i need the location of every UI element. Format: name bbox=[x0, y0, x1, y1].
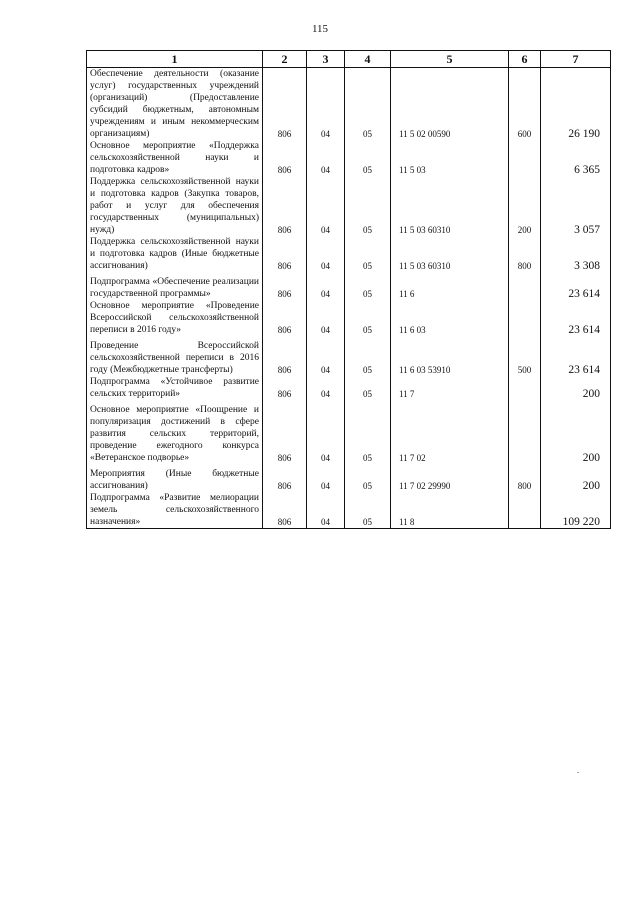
table-row bbox=[87, 400, 611, 464]
row-subsection: 05 bbox=[345, 300, 391, 336]
row-amount: 200 bbox=[541, 464, 611, 492]
table-row bbox=[87, 464, 611, 492]
row-grbs: 806 bbox=[263, 300, 307, 336]
page-number: 115 bbox=[311, 23, 329, 35]
row-subsection: 05 bbox=[345, 176, 391, 236]
row-grbs: 806 bbox=[263, 376, 307, 400]
row-amount: 200 bbox=[541, 400, 611, 464]
row-amount: 23 614 bbox=[541, 336, 611, 376]
row-grbs: 806 bbox=[263, 176, 307, 236]
row-expense-type: 500 bbox=[509, 336, 541, 376]
row-section: 04 bbox=[307, 376, 345, 400]
row-name: Подпрограмма «Обеспечение реализации государственной программы» bbox=[87, 272, 263, 300]
row-expense-type bbox=[509, 400, 541, 464]
row-section: 04 bbox=[307, 492, 345, 529]
row-target-article: 11 7 02 29990 bbox=[391, 464, 509, 492]
row-name: Подпрограмма «Устойчивое развитие сельских территорий» bbox=[87, 376, 263, 400]
row-name: Поддержка сельскохозяйственной науки и подготовка кадров (Закупка товаров, работ и услуг для обеспечения государственных (муниципальных) нужд) bbox=[87, 176, 263, 236]
row-grbs: 806 bbox=[263, 492, 307, 529]
column-header-2: 2 bbox=[263, 51, 307, 68]
row-target-article: 11 5 03 60310 bbox=[391, 176, 509, 236]
header-row bbox=[87, 51, 611, 68]
row-expense-type bbox=[509, 492, 541, 529]
row-amount: 26 190 bbox=[541, 68, 611, 141]
row-expense-type bbox=[509, 376, 541, 400]
row-grbs: 806 bbox=[263, 68, 307, 141]
row-section: 04 bbox=[307, 336, 345, 376]
row-amount: 109 220 bbox=[541, 492, 611, 529]
row-subsection: 05 bbox=[345, 376, 391, 400]
row-subsection: 05 bbox=[345, 492, 391, 529]
row-amount: 3 308 bbox=[541, 236, 611, 272]
corner-mark: . bbox=[577, 766, 579, 775]
row-expense-type: 600 bbox=[509, 68, 541, 141]
budget-table bbox=[86, 50, 611, 529]
row-amount: 23 614 bbox=[541, 300, 611, 336]
table-row bbox=[87, 336, 611, 376]
column-header-7: 7 bbox=[541, 51, 611, 68]
table-row bbox=[87, 176, 611, 236]
row-section: 04 bbox=[307, 68, 345, 141]
column-header-1: 1 bbox=[87, 51, 263, 68]
row-target-article: 11 6 bbox=[391, 272, 509, 300]
row-target-article: 11 7 bbox=[391, 376, 509, 400]
row-expense-type bbox=[509, 140, 541, 176]
row-expense-type: 800 bbox=[509, 236, 541, 272]
row-grbs: 806 bbox=[263, 140, 307, 176]
row-section: 04 bbox=[307, 300, 345, 336]
row-target-article: 11 5 03 bbox=[391, 140, 509, 176]
column-header-5: 5 bbox=[391, 51, 509, 68]
column-header-6: 6 bbox=[509, 51, 541, 68]
row-section: 04 bbox=[307, 140, 345, 176]
table-row bbox=[87, 68, 611, 141]
table-row bbox=[87, 272, 611, 300]
row-target-article: 11 5 02 00590 bbox=[391, 68, 509, 141]
row-section: 04 bbox=[307, 176, 345, 236]
row-subsection: 05 bbox=[345, 336, 391, 376]
row-subsection: 05 bbox=[345, 140, 391, 176]
row-expense-type bbox=[509, 272, 541, 300]
row-target-article: 11 5 03 60310 bbox=[391, 236, 509, 272]
row-grbs: 806 bbox=[263, 400, 307, 464]
row-target-article: 11 6 03 53910 bbox=[391, 336, 509, 376]
row-section: 04 bbox=[307, 464, 345, 492]
row-subsection: 05 bbox=[345, 400, 391, 464]
row-section: 04 bbox=[307, 400, 345, 464]
row-name: Основное мероприятие «Поддержка сельскохозяйственной науки и подготовка кадров» bbox=[87, 140, 263, 176]
row-subsection: 05 bbox=[345, 236, 391, 272]
row-amount: 6 365 bbox=[541, 140, 611, 176]
row-name: Поддержка сельскохозяйственной науки и подготовка кадров (Иные бюджетные ассигнования) bbox=[87, 236, 263, 272]
row-section: 04 bbox=[307, 272, 345, 300]
row-grbs: 806 bbox=[263, 236, 307, 272]
column-header-3: 3 bbox=[307, 51, 345, 68]
table-row bbox=[87, 376, 611, 400]
row-amount: 23 614 bbox=[541, 272, 611, 300]
row-subsection: 05 bbox=[345, 68, 391, 141]
column-header-4: 4 bbox=[345, 51, 391, 68]
row-target-article: 11 7 02 bbox=[391, 400, 509, 464]
row-grbs: 806 bbox=[263, 272, 307, 300]
row-expense-type: 200 bbox=[509, 176, 541, 236]
table-row bbox=[87, 492, 611, 529]
row-grbs: 806 bbox=[263, 336, 307, 376]
row-section: 04 bbox=[307, 236, 345, 272]
row-target-article: 11 6 03 bbox=[391, 300, 509, 336]
row-target-article: 11 8 bbox=[391, 492, 509, 529]
row-subsection: 05 bbox=[345, 272, 391, 300]
row-name: Основное мероприятие «Проведение Всероссийской сельскохозяйственной переписи в 2016 году» bbox=[87, 300, 263, 336]
table-row bbox=[87, 140, 611, 176]
row-name: Основное мероприятие «Поощрение и популяризация достижений в сфере развития сельских территорий, проведение ежегодного конкурса «Ветеранское подворье» bbox=[87, 400, 263, 464]
row-expense-type bbox=[509, 300, 541, 336]
table-row bbox=[87, 300, 611, 336]
row-subsection: 05 bbox=[345, 464, 391, 492]
row-grbs: 806 bbox=[263, 464, 307, 492]
row-name: Проведение Всероссийской сельскохозяйственной переписи в 2016 году (Межбюджетные трансферты) bbox=[87, 336, 263, 376]
row-amount: 3 057 bbox=[541, 176, 611, 236]
row-amount: 200 bbox=[541, 376, 611, 400]
row-name: Подпрограмма «Развитие мелиорации земель сельскохозяйственного назначения» bbox=[87, 492, 263, 529]
row-name: Мероприятия (Иные бюджетные ассигнования) bbox=[87, 464, 263, 492]
table-row bbox=[87, 236, 611, 272]
row-name: Обеспечение деятельности (оказание услуг) государственных учреждений (организаций) (Предоставление субсидий бюджетным, автономным учреждениям и иным некоммерческим организациям) bbox=[87, 68, 263, 141]
row-expense-type: 800 bbox=[509, 464, 541, 492]
